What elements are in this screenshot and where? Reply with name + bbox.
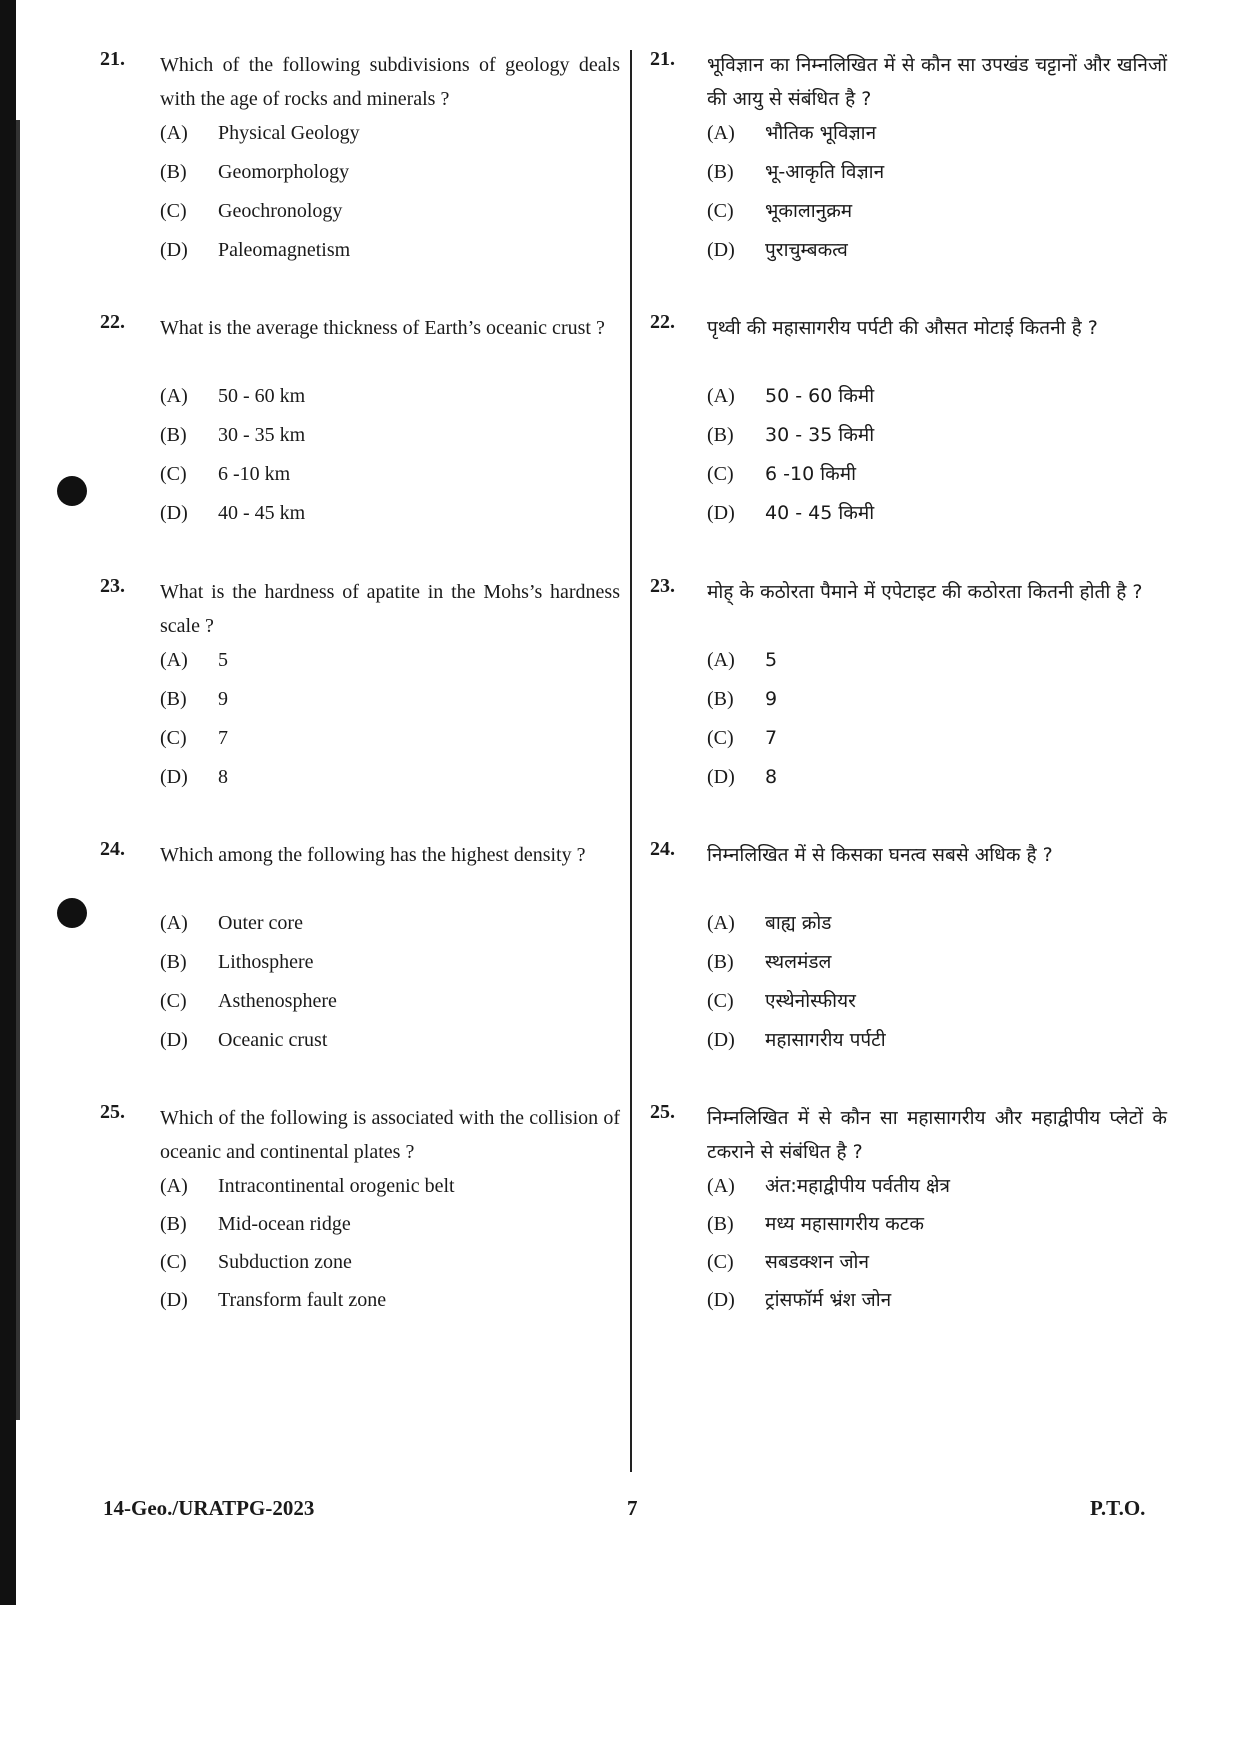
option-text: Transform fault zone — [218, 1289, 387, 1311]
option-text: महासागरीय पर्पटी — [765, 1029, 886, 1051]
option-label: (B) — [707, 424, 734, 446]
option-text: 30 - 35 किमी — [765, 424, 875, 446]
option-label: (D) — [707, 1029, 735, 1051]
option-label: (C) — [707, 990, 734, 1012]
question-text: मोह् के कठोरता पैमाने में एपेटाइट की कठोरता कितनी होती है ? — [707, 581, 1143, 603]
option-label: (C) — [160, 200, 187, 222]
option-text: Oceanic crust — [218, 1029, 328, 1051]
question-number: 22. — [650, 311, 675, 333]
punch-hole-mark — [57, 476, 87, 506]
option-label: (A) — [160, 385, 188, 407]
option-label: (A) — [707, 912, 735, 934]
question-number: 24. — [100, 838, 125, 860]
option-label: (A) — [160, 122, 188, 144]
option-label: (A) — [707, 649, 735, 671]
option-label: (C) — [160, 463, 187, 485]
question-number: 23. — [650, 575, 675, 597]
option-text: 40 - 45 km — [218, 502, 306, 524]
option-text: पुराचुम्बकत्व — [765, 239, 848, 261]
option-text: 8 — [218, 766, 228, 788]
option-label: (C) — [160, 727, 187, 749]
option-label: (C) — [707, 463, 734, 485]
option-text: Geomorphology — [218, 161, 350, 183]
option-label: (B) — [707, 161, 734, 183]
question-number: 25. — [650, 1101, 675, 1123]
question-text: निम्नलिखित में से किसका घनत्व सबसे अधिक है ? — [707, 844, 1053, 866]
option-label: (C) — [707, 200, 734, 222]
option-label: (B) — [160, 1213, 187, 1235]
option-label: (D) — [160, 766, 188, 788]
option-label: (D) — [160, 239, 188, 261]
option-label: (B) — [160, 424, 187, 446]
option-label: (B) — [707, 951, 734, 973]
scan-edge-shadow — [16, 120, 20, 1420]
option-text: 6 -10 किमी — [765, 463, 856, 485]
option-label: (D) — [707, 502, 735, 524]
option-text: 50 - 60 km — [218, 385, 306, 407]
paper-code: 14-Geo./URATPG-2023 — [103, 1496, 315, 1520]
option-label: (B) — [707, 1213, 734, 1235]
option-text: 8 — [765, 766, 778, 788]
option-label: (A) — [160, 649, 188, 671]
option-text: बाह्य क्रोड — [765, 912, 832, 934]
option-label: (D) — [160, 502, 188, 524]
option-label: (A) — [707, 385, 735, 407]
option-text: सबडक्शन जोन — [765, 1251, 870, 1273]
option-label: (D) — [160, 1289, 188, 1311]
option-label: (B) — [160, 951, 187, 973]
option-text: 7 — [765, 727, 778, 749]
option-label: (D) — [707, 766, 735, 788]
option-text: 5 — [218, 649, 228, 671]
option-label: (D) — [707, 239, 735, 261]
column-divider — [630, 50, 632, 1472]
option-label: (C) — [160, 990, 187, 1012]
question-text: Which of the following subdivisions of geology deals with the age of rocks and minerals ? — [160, 54, 620, 110]
option-text: स्थलमंडल — [765, 951, 832, 973]
question-number: 25. — [100, 1101, 125, 1123]
option-text: 6 -10 km — [218, 463, 291, 485]
option-text: Mid-ocean ridge — [218, 1213, 351, 1235]
option-text: Outer core — [218, 912, 303, 934]
option-text: Paleomagnetism — [218, 239, 351, 261]
option-label: (C) — [707, 727, 734, 749]
question-number: 21. — [100, 48, 125, 70]
option-label: (D) — [160, 1029, 188, 1051]
option-text: Subduction zone — [218, 1251, 352, 1273]
option-label: (B) — [707, 688, 734, 710]
option-text: Lithosphere — [218, 951, 314, 973]
option-text: 7 — [218, 727, 228, 749]
option-text: Geochronology — [218, 200, 343, 222]
option-text: मध्य महासागरीय कटक — [765, 1213, 924, 1235]
question-text: निम्नलिखित में से कौन सा महासागरीय और महाद्वीपीय प्लेटों के टकराने से संबंधित है ? — [707, 1107, 1167, 1163]
option-label: (C) — [707, 1251, 734, 1273]
question-number: 22. — [100, 311, 125, 333]
option-text: भूकालानुक्रम — [765, 200, 853, 222]
option-text: अंत:महाद्वीपीय पर्वतीय क्षेत्र — [765, 1175, 951, 1197]
option-label: (A) — [707, 122, 735, 144]
option-label: (D) — [707, 1289, 735, 1311]
question-text: Which among the following has the highest density ? — [160, 844, 586, 866]
question-text: भूविज्ञान का निम्नलिखित में से कौन सा उपखंड चट्टानों और खनिजों की आयु से संबंधित है ? — [707, 54, 1167, 110]
question-number: 24. — [650, 838, 675, 860]
option-text: भू-आकृति विज्ञान — [765, 161, 885, 183]
option-label: (A) — [160, 1175, 188, 1197]
option-label: (C) — [160, 1251, 187, 1273]
option-text: एस्थेनोस्फीयर — [765, 990, 856, 1012]
please-turn-over: P.T.O. — [1090, 1496, 1146, 1520]
option-label: (B) — [160, 688, 187, 710]
option-label: (B) — [160, 161, 187, 183]
option-text: 50 - 60 किमी — [765, 385, 875, 407]
option-text: Physical Geology — [218, 122, 360, 144]
option-label: (A) — [707, 1175, 735, 1197]
scan-edge — [0, 0, 16, 1605]
option-text: Asthenosphere — [218, 990, 337, 1012]
question-text: What is the average thickness of Earth’s oceanic crust ? — [160, 317, 605, 339]
question-number: 23. — [100, 575, 125, 597]
option-text: 30 - 35 km — [218, 424, 306, 446]
question-text: पृथ्वी की महासागरीय पर्पटी की औसत मोटाई कितनी है ? — [707, 317, 1098, 339]
question-number: 21. — [650, 48, 675, 70]
option-text: ट्रांसफॉर्म भ्रंश जोन — [765, 1289, 892, 1311]
option-label: (A) — [160, 912, 188, 934]
page-number: 7 — [627, 1496, 638, 1520]
question-text: Which of the following is associated with the collision of oceanic and continental plates ? — [160, 1107, 620, 1163]
option-text: 9 — [765, 688, 778, 710]
question-text: What is the hardness of apatite in the Mohs’s hardness scale ? — [160, 581, 620, 637]
option-text: 5 — [765, 649, 778, 671]
option-text: भौतिक भूविज्ञान — [765, 122, 877, 144]
option-text: 9 — [218, 688, 228, 710]
punch-hole-mark — [57, 898, 87, 928]
option-text: Intracontinental orogenic belt — [218, 1175, 455, 1197]
option-text: 40 - 45 किमी — [765, 502, 875, 524]
